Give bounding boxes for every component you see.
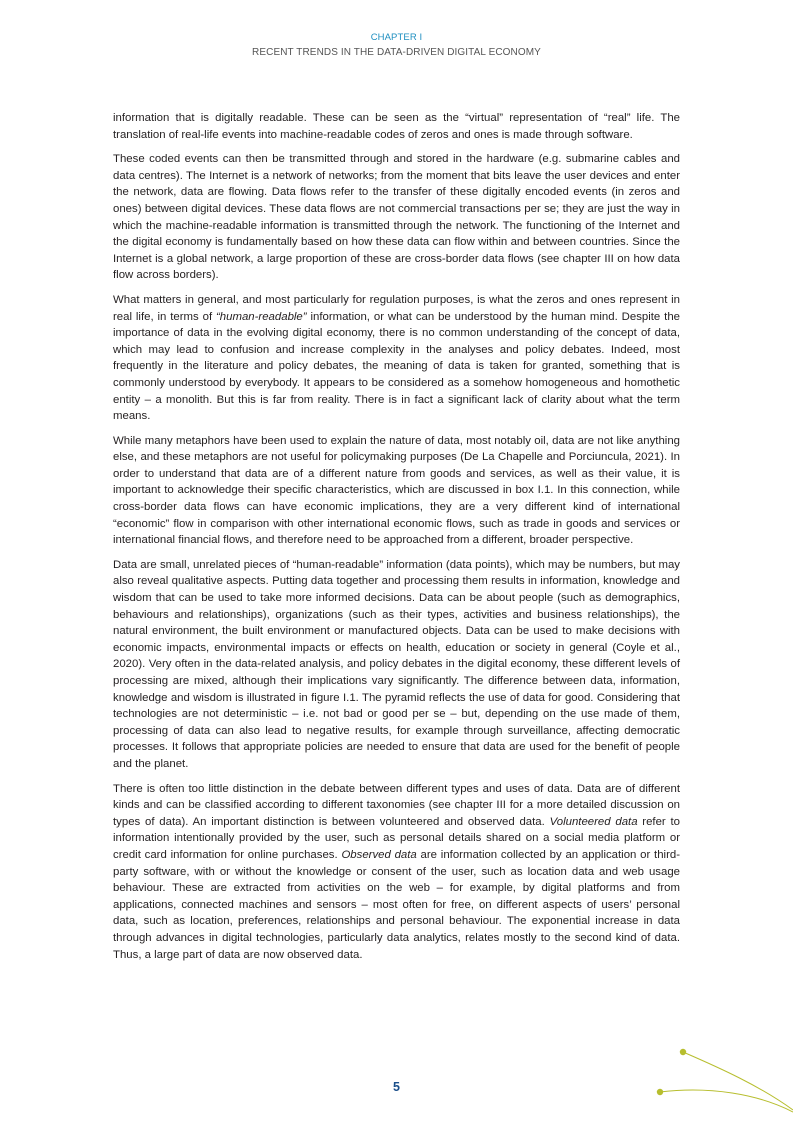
paragraph-6-text-b: refer to information intentionally provided by the user, such as personal details shared on a social media platform or credit card information for online purchases. [113,815,680,861]
page-number: 5 [393,1080,400,1094]
paragraph-6-emphasis-observed: Observed data [341,848,417,861]
swoosh-curve-upper [683,1052,793,1110]
swoosh-curve-lower [660,1090,793,1112]
paragraph-4 [113,433,680,549]
paragraph-3-emphasis: “human-readable” [216,310,307,323]
paragraph-1 [113,110,680,143]
swoosh-dot-upper [680,1049,686,1055]
paragraph-3-text-b: information, or what can be understood by the human mind. Despite the importance of data in the evolving digital economy, there is no common understanding of the concept of data, which may lead to confusion and increase complexity in the analyses and policy debates. Indeed, most frequently in the literature and policy debates, the meaning of data is taken for granted, something that is commonly understood by everybody. It appears to be considered as a somehow homogeneous and homothetic entity – a monolith. But this is far from reality. There is in fact a significant lack of clarity about what the term means. [113,310,680,423]
swoosh-dot-lower [657,1089,663,1095]
paragraph-4-text: While many metaphors have been used to explain the nature of data, most notably oil, data are not like anything else, and these metaphors are not useful for policymaking purposes (De La Chapelle and Porciuncula, 2021). In order to understand that data are of a different nature from goods and services, as well as their value, it is important to acknowledge their specific characteristics, which are discussed in box I.1. In this connection, while cross-border data flows can have economic implications, they are a very different kind of international “economic” flow in comparison with other international economic flows, such as trade in goods and services or international financial flows, and therefore need to be approached from a different, broader perspective. [113,434,680,547]
paragraph-5-text: Data are small, unrelated pieces of “human-readable” information (data points), which may be numbers, but may also reveal qualitative aspects. Putting data together and processing them results in information, knowledge and wisdom that can be used to take more informed decisions. Data can be about people (such as demographics, behaviours and relationships), organizations (such as their types, activities and business relationships), the natural environment, the built environment or manufactured objects. Data can be used to make decisions with economic impacts, environmental impacts or effects on health, education or society in general (Coyle et al., 2020). Very often in the data-related analysis, and policy debates in the digital economy, these different levels of processing are mixed, although their implications vary significantly. The difference between data, information, knowledge and wisdom is illustrated in figure I.1. The pyramid reflects the use of data for good. Considering that technologies are not deterministic – i.e. not bad or good per se – but, depending on the use made of them, processing of data can also lead to negative results, for example through surveillance, affecting democratic processes. It follows that appropriate policies are needed to ensure that data are used for the benefit of people and the planet. [113,558,680,770]
paragraph-6-emphasis-volunteered: Volunteered data [549,815,638,828]
chapter-label: CHAPTER I [370,32,423,43]
decorative-swoosh-graphic [640,1040,793,1122]
paragraph-3 [113,292,680,425]
paragraph-6 [113,781,680,964]
paragraph-2-text: These coded events can then be transmitted through and stored in the hardware (e.g. submarine cables and data centres). The Internet is a network of networks; from the moment that bits leave the user devices and enter the network, data are flowing. Data flows refer to the transfer of these digitally encoded events (in zeros and ones) between digital devices. These data flows are not commercial transactions per se; they are just the way in which the machine-readable information is transmitted through the network. The functioning of the Internet and the digital economy is fundamentally based on how these data can flow within and between countries. Since the Internet is a global network, a large proportion of these are cross-border data flows (see chapter III on how data flow across borders). [113,153,680,282]
paragraph-6-text-a: There is often too little distinction in the debate between different types and uses of data. Data are of different kinds and can be classified according to different taxonomies (see chapter III for a more detailed discussion on types of data). An important distinction is between volunteered and observed data. [113,782,680,828]
chapter-title: RECENT TRENDS IN THE DATA-DRIVEN DIGITAL ECONOMY [252,47,541,58]
running-header [0,32,793,60]
paragraph-1-text: information that is digitally readable. These can be seen as the “virtual” representation of “real” life. The translation of real-life events into machine-readable codes of zeros and ones is made through software. [113,112,680,141]
paragraph-3-text-a: What matters in general, and most particularly for regulation purposes, is what the zeros and ones represent in real life, in terms of [113,293,680,323]
paragraph-6-text-c: are information collected by an application or third-party software, with or without the knowledge or consent of the user, such as location data and web usage behaviour. These are extracted from activities on the web – for example, by digital platforms and from applications, connected machines and sensors – most often for free, on different aspects of users’ personal data, such as location, preferences, relationships and personal behaviour. The exponential increase in data through advances in digital technologies, particularly data analytics, relates mostly to the second kind of data. Thus, a large part of data are now observed data. [113,848,681,961]
paragraph-2 [113,151,680,284]
body-text [113,110,680,971]
paragraph-5 [113,557,680,773]
